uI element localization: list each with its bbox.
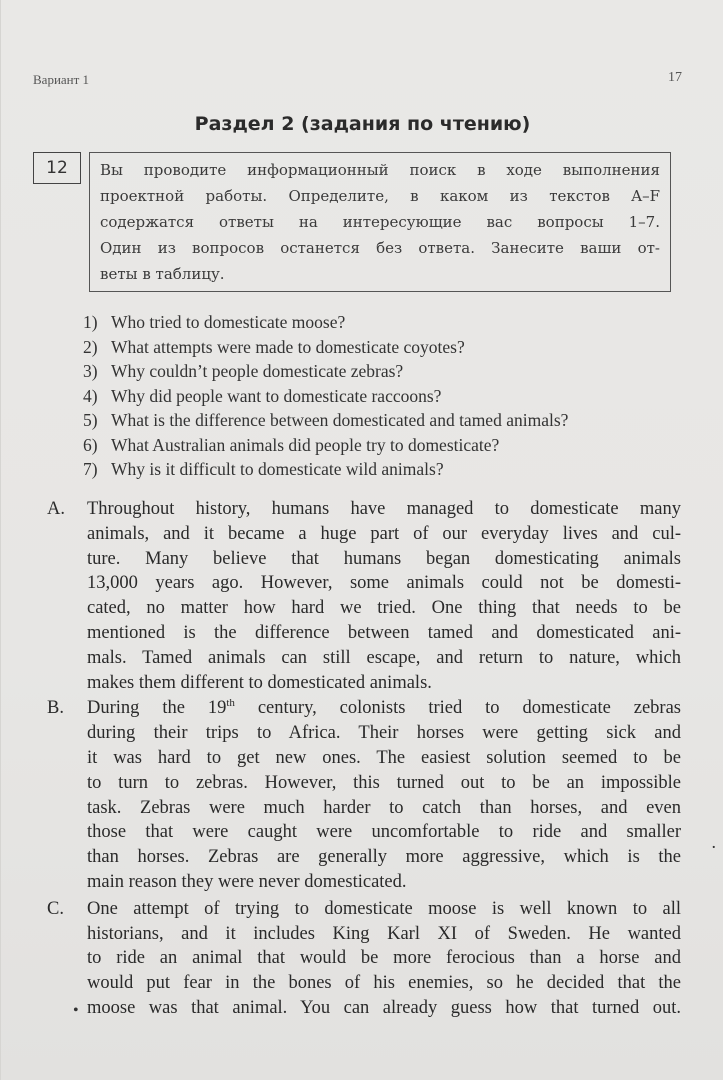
text-line: 13,000 years ago. However, some animals could not be domesti- [87, 573, 681, 594]
text-line: those that were caught were uncomfortable to ride and smaller [87, 822, 681, 843]
text-line: to turn to zebras. However, this turned out to be an impossible [87, 772, 681, 793]
question-item [83, 310, 568, 335]
question-number: 4) [83, 385, 98, 406]
text-letter-b: B. [47, 698, 64, 719]
instruction-line: веты в таблицу. [100, 265, 225, 283]
text-line: Throughout history, humans have managed to domesticate many [87, 499, 681, 519]
text-letter-c: C. [47, 898, 64, 919]
question-text: Why couldn’t people domesticate zebras? [111, 361, 404, 381]
text-letter-a: A. [47, 499, 65, 519]
instruction-line: Вы проводите информационный поиск в ходе выполнения [100, 161, 660, 179]
question-text: What Australian animals did people try to domesticate? [111, 434, 500, 455]
text-b-first-before: During the 19 [87, 698, 227, 719]
instruction-line: Один из вопросов останется без ответа. Занесите ваши от- [100, 239, 660, 257]
text-line: would put fear in the bones of his enemies, so he decided that the [87, 973, 681, 994]
text-line: mentioned is the difference between tamed and domesticated ani- [87, 622, 681, 643]
text-line [87, 696, 681, 721]
question-item [83, 335, 568, 360]
text-line: makes them different to domesticated animals. [87, 672, 432, 693]
text-line: animals, and it became a huge part of our everyday lives and cul- [87, 523, 681, 544]
running-head: Вариант 1 [33, 72, 90, 87]
question-number: 6) [83, 434, 98, 455]
stray-dot-mark: . [711, 832, 716, 852]
question-text: Why did people want to domesticate raccoons? [111, 385, 442, 406]
question-item [83, 457, 568, 482]
question-list [83, 310, 568, 482]
text-line: task. Zebras were much harder to catch than horses, and even [87, 797, 681, 818]
text-a [41, 497, 681, 695]
instruction-line: проектной работы. Определите, в каком из текстов A–F [100, 187, 660, 205]
text-line: historians, and it includes King Karl XI of Sweden. He wanted [87, 923, 681, 944]
text-line: mals. Tamed animals can still escape, and return to nature, which [87, 647, 681, 668]
question-number: 1) [83, 312, 98, 332]
instruction-box [89, 152, 671, 292]
question-text: Who tried to domesticate moose? [111, 312, 346, 332]
reading-texts [41, 497, 681, 1021]
text-line: moose was that animal. You can already guess how that turned out. [87, 997, 681, 1018]
text-line: during their trips to Africa. Their horses were getting sick and [87, 723, 681, 744]
text-b-first-sup: th [226, 697, 235, 710]
page-number: 17 [668, 70, 682, 85]
question-number: 7) [83, 459, 98, 479]
question-text: Why is it difficult to domesticate wild animals? [111, 459, 444, 479]
text-b [41, 696, 681, 894]
question-item [83, 408, 568, 433]
text-line: cated, no matter how hard we tried. One thing that needs to be [87, 598, 681, 619]
text-c [41, 897, 681, 1021]
question-number: 5) [83, 410, 98, 430]
section-title: Раздел 2 (задания по чтению) [194, 113, 531, 135]
question-number: 2) [83, 336, 98, 357]
question-number: 3) [83, 361, 98, 381]
text-line: One attempt of trying to domesticate moose is well known to all [87, 898, 681, 919]
question-item [83, 433, 568, 458]
task-number-box: 12 [33, 152, 81, 184]
instruction-line: содержатся ответы на интересующие вас вопросы 1–7. [100, 213, 660, 231]
text-line: it was hard to get new ones. The easiest solution seemed to be [87, 747, 681, 768]
question-item [83, 359, 568, 384]
text-line: than horses. Zebras are generally more aggressive, which is the [87, 847, 681, 868]
question-text: What attempts were made to domesticate coyotes? [111, 336, 465, 357]
text-line: ture. Many believe that humans began domesticating animals [87, 548, 681, 569]
question-item [83, 384, 568, 409]
text-line: to ride an animal that would be more ferocious than a horse and [87, 948, 681, 969]
question-text: What is the difference between domesticated and tamed animals? [111, 410, 569, 430]
text-b-first-after: century, colonists tried to domesticate zebras [234, 698, 681, 719]
stray-bullet-mark: • [73, 1002, 79, 1019]
text-line: main reason they were never domesticated. [87, 871, 407, 892]
